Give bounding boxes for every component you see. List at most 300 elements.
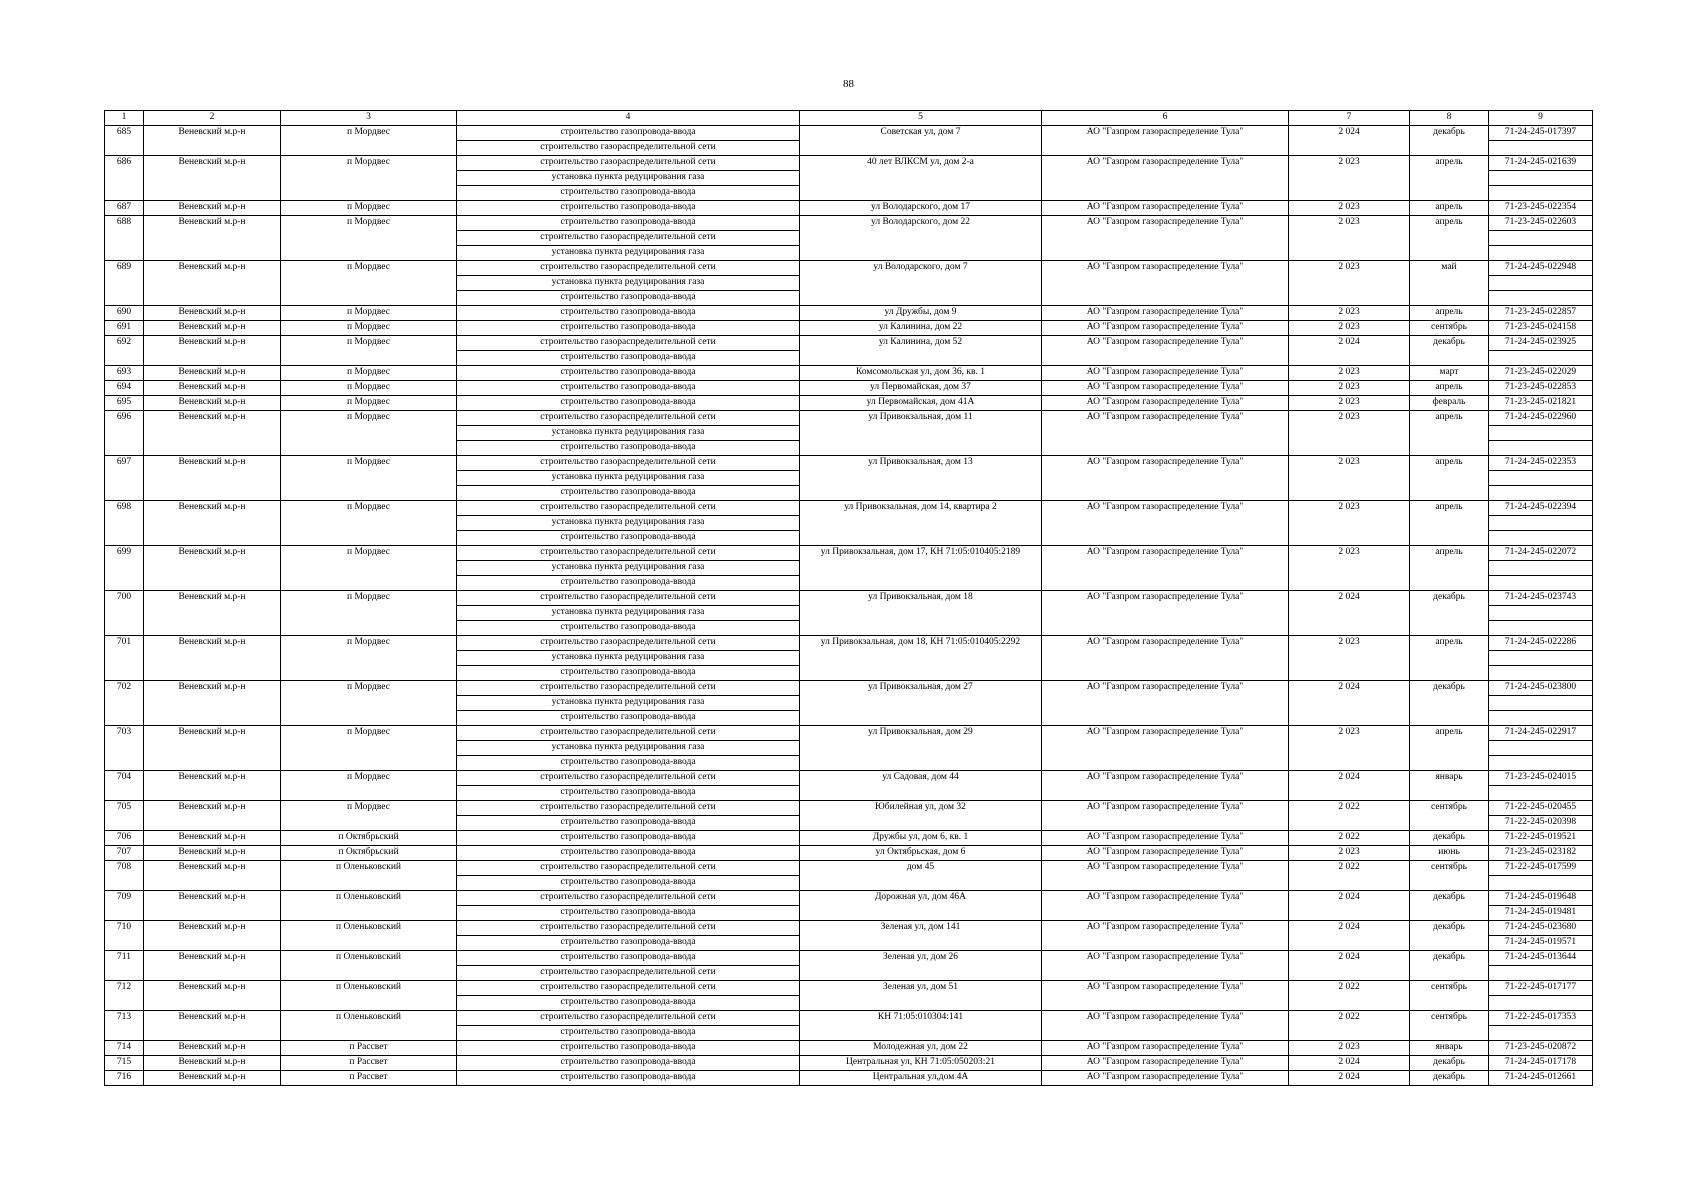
address-cell: ул Привокзальная, дом 11 (800, 411, 1042, 456)
district-cell: Веневский м.р-н (144, 801, 281, 831)
month-cell: сентябрь (1410, 981, 1489, 1011)
work-type-cell: строительство газопровода-ввода (457, 366, 800, 381)
settlement-cell: п Мордвес (281, 126, 457, 156)
address-cell: ул Первомайская, дом 37 (800, 381, 1042, 396)
address-cell: ул Привокзальная, дом 18 (800, 591, 1042, 636)
month-cell: май (1410, 261, 1489, 306)
year-cell: 2 024 (1289, 126, 1410, 156)
application-code-cell: 71-22-245-017353 (1489, 1011, 1593, 1026)
month-cell: апрель (1410, 411, 1489, 456)
row-number: 708 (105, 861, 144, 891)
work-type-cell: строительство газораспределительной сети (457, 771, 800, 786)
address-cell: ул Первомайская, дом 41А (800, 396, 1042, 411)
organization-cell: АО "Газпром газораспределение Тула" (1042, 1011, 1289, 1041)
year-cell: 2 023 (1289, 456, 1410, 501)
work-type-cell: строительство газопровода-ввода (457, 1041, 800, 1056)
application-code-cell (1489, 711, 1593, 726)
address-cell: Центральная ул, КН 71:05:050203:21 (800, 1056, 1042, 1071)
header-col-7: 7 (1289, 111, 1410, 126)
work-type-cell: строительство газопровода-ввода (457, 816, 800, 831)
district-cell: Веневский м.р-н (144, 831, 281, 846)
application-code-cell: 71-23-245-022029 (1489, 366, 1593, 381)
district-cell: Веневский м.р-н (144, 981, 281, 1011)
organization-cell: АО "Газпром газораспределение Тула" (1042, 846, 1289, 861)
year-cell: 2 024 (1289, 1056, 1410, 1071)
year-cell: 2 024 (1289, 591, 1410, 636)
work-type-cell: строительство газопровода-ввода (457, 486, 800, 501)
year-cell: 2 023 (1289, 321, 1410, 336)
district-cell: Веневский м.р-н (144, 591, 281, 636)
organization-cell: АО "Газпром газораспределение Тула" (1042, 261, 1289, 306)
application-code-cell: 71-24-245-021639 (1489, 156, 1593, 171)
year-cell: 2 023 (1289, 216, 1410, 261)
work-type-cell: строительство газопровода-ввода (457, 576, 800, 591)
application-code-cell (1489, 576, 1593, 591)
table-row (105, 1056, 1593, 1071)
organization-cell: АО "Газпром газораспределение Тула" (1042, 1071, 1289, 1086)
row-number: 693 (105, 366, 144, 381)
district-cell: Веневский м.р-н (144, 411, 281, 456)
work-type-cell: строительство газораспределительной сети (457, 1011, 800, 1026)
work-type-cell: строительство газопровода-ввода (457, 321, 800, 336)
row-number: 685 (105, 126, 144, 156)
row-number: 704 (105, 771, 144, 801)
settlement-cell: п Мордвес (281, 216, 457, 261)
year-cell: 2 023 (1289, 366, 1410, 381)
application-code-cell: 71-24-245-022286 (1489, 636, 1593, 651)
organization-cell: АО "Газпром газораспределение Тула" (1042, 546, 1289, 591)
district-cell: Веневский м.р-н (144, 321, 281, 336)
year-cell: 2 024 (1289, 771, 1410, 801)
application-code-cell: 71-24-245-019571 (1489, 936, 1593, 951)
settlement-cell: п Мордвес (281, 261, 457, 306)
address-cell: ул Привокзальная, дом 27 (800, 681, 1042, 726)
address-cell: 40 лет ВЛКСМ ул, дом 2-а (800, 156, 1042, 201)
month-cell: декабрь (1410, 891, 1489, 921)
settlement-cell: п Рассвет (281, 1071, 457, 1086)
application-code-cell (1489, 696, 1593, 711)
organization-cell: АО "Газпром газораспределение Тула" (1042, 321, 1289, 336)
district-cell: Веневский м.р-н (144, 336, 281, 366)
work-type-cell: строительство газораспределительной сети (457, 456, 800, 471)
settlement-cell: п Рассвет (281, 1056, 457, 1071)
month-cell: декабрь (1410, 591, 1489, 636)
address-cell: ул Калинина, дом 22 (800, 321, 1042, 336)
header-col-3: 3 (281, 111, 457, 126)
district-cell: Веневский м.р-н (144, 726, 281, 771)
row-number: 694 (105, 381, 144, 396)
application-code-cell (1489, 291, 1593, 306)
district-cell: Веневский м.р-н (144, 771, 281, 801)
organization-cell: АО "Газпром газораспределение Тула" (1042, 216, 1289, 261)
row-number: 700 (105, 591, 144, 636)
year-cell: 2 023 (1289, 636, 1410, 681)
work-type-cell: строительство газораспределительной сети (457, 801, 800, 816)
application-code-cell: 71-24-245-019481 (1489, 906, 1593, 921)
district-cell: Веневский м.р-н (144, 636, 281, 681)
month-cell: апрель (1410, 216, 1489, 261)
row-number: 688 (105, 216, 144, 261)
work-type-cell: установка пункта редуцирования газа (457, 606, 800, 621)
application-code-cell (1489, 516, 1593, 531)
year-cell: 2 023 (1289, 201, 1410, 216)
year-cell: 2 022 (1289, 981, 1410, 1011)
month-cell: декабрь (1410, 681, 1489, 726)
settlement-cell: п Мордвес (281, 801, 457, 831)
year-cell: 2 023 (1289, 846, 1410, 861)
row-number: 705 (105, 801, 144, 831)
district-cell: Веневский м.р-н (144, 261, 281, 306)
address-cell: ул Привокзальная, дом 17, КН 71:05:010405:2189 (800, 546, 1042, 591)
page-number: 88 (843, 78, 854, 90)
district-cell: Веневский м.р-н (144, 681, 281, 726)
table-row (105, 981, 1593, 996)
row-number: 692 (105, 336, 144, 366)
work-type-cell: строительство газораспределительной сети (457, 726, 800, 741)
month-cell: январь (1410, 1041, 1489, 1056)
application-code-cell: 71-23-245-022354 (1489, 201, 1593, 216)
month-cell: апрель (1410, 636, 1489, 681)
district-cell: Веневский м.р-н (144, 921, 281, 951)
row-number: 696 (105, 411, 144, 456)
work-type-cell: установка пункта редуцирования газа (457, 426, 800, 441)
organization-cell: АО "Газпром газораспределение Тула" (1042, 156, 1289, 201)
settlement-cell: п Октябрьский (281, 831, 457, 846)
application-code-cell: 71-23-245-023182 (1489, 846, 1593, 861)
application-code-cell: 71-24-245-023680 (1489, 921, 1593, 936)
organization-cell: АО "Газпром газораспределение Тула" (1042, 591, 1289, 636)
settlement-cell: п Мордвес (281, 681, 457, 726)
organization-cell: АО "Газпром газораспределение Тула" (1042, 831, 1289, 846)
address-cell: Советская ул, дом 7 (800, 126, 1042, 156)
row-number: 691 (105, 321, 144, 336)
application-code-cell: 71-24-245-017178 (1489, 1056, 1593, 1071)
table-row (105, 846, 1593, 861)
settlement-cell: п Октябрьский (281, 846, 457, 861)
work-type-cell: строительство газораспределительной сети (457, 681, 800, 696)
year-cell: 2 024 (1289, 336, 1410, 366)
work-type-cell: установка пункта редуцирования газа (457, 246, 800, 261)
table-row (105, 411, 1593, 426)
table-row (105, 546, 1593, 561)
table-row (105, 216, 1593, 231)
month-cell: апрель (1410, 726, 1489, 771)
table-row (105, 636, 1593, 651)
work-type-cell: строительство газопровода-ввода (457, 351, 800, 366)
application-code-cell: 71-24-245-023800 (1489, 681, 1593, 696)
district-cell: Веневский м.р-н (144, 846, 281, 861)
work-type-cell: строительство газораспределительной сети (457, 336, 800, 351)
month-cell: март (1410, 366, 1489, 381)
application-code-cell: 71-23-245-022857 (1489, 306, 1593, 321)
application-code-cell (1489, 561, 1593, 576)
header-col-4: 4 (457, 111, 800, 126)
settlement-cell: п Оленьковский (281, 861, 457, 891)
application-code-cell: 71-24-245-019648 (1489, 891, 1593, 906)
address-cell: ул Садовая, дом 44 (800, 771, 1042, 801)
work-type-cell: строительство газопровода-ввода (457, 396, 800, 411)
application-code-cell (1489, 231, 1593, 246)
application-code-cell (1489, 966, 1593, 981)
application-code-cell: 71-24-245-022948 (1489, 261, 1593, 276)
work-type-cell: установка пункта редуцирования газа (457, 651, 800, 666)
row-number: 709 (105, 891, 144, 921)
application-code-cell: 71-24-245-022960 (1489, 411, 1593, 426)
table-row (105, 321, 1593, 336)
organization-cell: АО "Газпром газораспределение Тула" (1042, 921, 1289, 951)
application-code-cell: 71-24-245-022394 (1489, 501, 1593, 516)
table-row (105, 381, 1593, 396)
row-number: 703 (105, 726, 144, 771)
address-cell: Зеленая ул, дом 141 (800, 921, 1042, 951)
district-cell: Веневский м.р-н (144, 1041, 281, 1056)
application-code-cell: 71-24-245-017397 (1489, 126, 1593, 141)
application-code-cell (1489, 426, 1593, 441)
application-code-cell: 71-22-245-017599 (1489, 861, 1593, 876)
settlement-cell: п Мордвес (281, 636, 457, 681)
year-cell: 2 023 (1289, 261, 1410, 306)
settlement-cell: п Мордвес (281, 771, 457, 801)
header-col-2: 2 (144, 111, 281, 126)
application-code-cell (1489, 486, 1593, 501)
application-code-cell: 71-24-245-022353 (1489, 456, 1593, 471)
organization-cell: АО "Газпром газораспределение Тула" (1042, 771, 1289, 801)
application-code-cell: 71-23-245-024015 (1489, 771, 1593, 786)
district-cell: Веневский м.р-н (144, 951, 281, 981)
application-code-cell: 71-24-245-012661 (1489, 1071, 1593, 1086)
application-code-cell (1489, 186, 1593, 201)
register-table-body (105, 111, 1593, 1086)
organization-cell: АО "Газпром газораспределение Тула" (1042, 891, 1289, 921)
table-row (105, 831, 1593, 846)
address-cell: ул Володарского, дом 17 (800, 201, 1042, 216)
work-type-cell: строительство газопровода-ввода (457, 996, 800, 1011)
settlement-cell: п Мордвес (281, 411, 457, 456)
settlement-cell: п Мордвес (281, 366, 457, 381)
work-type-cell: строительство газораспределительной сети (457, 231, 800, 246)
application-code-cell (1489, 171, 1593, 186)
application-code-cell (1489, 141, 1593, 156)
organization-cell: АО "Газпром газораспределение Тула" (1042, 1041, 1289, 1056)
organization-cell: АО "Газпром газораспределение Тула" (1042, 951, 1289, 981)
application-code-cell: 71-24-245-023925 (1489, 336, 1593, 351)
address-cell: Зеленая ул, дом 51 (800, 981, 1042, 1011)
organization-cell: АО "Газпром газораспределение Тула" (1042, 126, 1289, 156)
work-type-cell: строительство газопровода-ввода (457, 621, 800, 636)
table-row (105, 201, 1593, 216)
table-row (105, 261, 1593, 276)
settlement-cell: п Оленьковский (281, 1011, 457, 1041)
month-cell: январь (1410, 771, 1489, 801)
application-code-cell (1489, 666, 1593, 681)
row-number: 697 (105, 456, 144, 501)
row-number: 686 (105, 156, 144, 201)
month-cell: декабрь (1410, 126, 1489, 156)
application-code-cell: 71-23-245-022603 (1489, 216, 1593, 231)
table-row (105, 1011, 1593, 1026)
row-number: 687 (105, 201, 144, 216)
work-type-cell: строительство газораспределительной сети (457, 861, 800, 876)
application-code-cell (1489, 996, 1593, 1011)
year-cell: 2 024 (1289, 951, 1410, 981)
month-cell: декабрь (1410, 1071, 1489, 1086)
row-number: 715 (105, 1056, 144, 1071)
table-row (105, 456, 1593, 471)
table-row (105, 1071, 1593, 1086)
work-type-cell: строительство газораспределительной сети (457, 501, 800, 516)
work-type-cell: строительство газопровода-ввода (457, 186, 800, 201)
work-type-cell: строительство газопровода-ввода (457, 786, 800, 801)
row-number: 695 (105, 396, 144, 411)
settlement-cell: п Мордвес (281, 456, 457, 501)
work-type-cell: строительство газораспределительной сети (457, 141, 800, 156)
work-type-cell: строительство газопровода-ввода (457, 876, 800, 891)
work-type-cell: строительство газопровода-ввода (457, 291, 800, 306)
address-cell: ул Володарского, дом 22 (800, 216, 1042, 261)
header-col-9: 9 (1489, 111, 1593, 126)
settlement-cell: п Мордвес (281, 336, 457, 366)
organization-cell: АО "Газпром газораспределение Тула" (1042, 981, 1289, 1011)
row-number: 712 (105, 981, 144, 1011)
year-cell: 2 024 (1289, 1071, 1410, 1086)
district-cell: Веневский м.р-н (144, 546, 281, 591)
table-row (105, 501, 1593, 516)
work-type-cell: установка пункта редуцирования газа (457, 741, 800, 756)
month-cell: апрель (1410, 306, 1489, 321)
address-cell: КН 71:05:010304:141 (800, 1011, 1042, 1041)
address-cell: Юбилейная ул, дом 32 (800, 801, 1042, 831)
row-number: 701 (105, 636, 144, 681)
year-cell: 2 023 (1289, 726, 1410, 771)
table-row (105, 921, 1593, 936)
district-cell: Веневский м.р-н (144, 156, 281, 201)
district-cell: Веневский м.р-н (144, 1071, 281, 1086)
work-type-cell: установка пункта редуцирования газа (457, 471, 800, 486)
settlement-cell: п Мордвес (281, 321, 457, 336)
row-number: 690 (105, 306, 144, 321)
work-type-cell: строительство газопровода-ввода (457, 1026, 800, 1041)
settlement-cell: п Оленьковский (281, 891, 457, 921)
district-cell: Веневский м.р-н (144, 381, 281, 396)
work-type-cell: установка пункта редуцирования газа (457, 276, 800, 291)
header-col-1: 1 (105, 111, 144, 126)
row-number: 702 (105, 681, 144, 726)
district-cell: Веневский м.р-н (144, 306, 281, 321)
work-type-cell: установка пункта редуцирования газа (457, 696, 800, 711)
application-code-cell (1489, 246, 1593, 261)
settlement-cell: п Оленьковский (281, 951, 457, 981)
header-row (105, 111, 1593, 126)
table-row (105, 366, 1593, 381)
application-code-cell (1489, 756, 1593, 771)
settlement-cell: п Мордвес (281, 501, 457, 546)
row-number: 710 (105, 921, 144, 951)
settlement-cell: п Рассвет (281, 1041, 457, 1056)
organization-cell: АО "Газпром газораспределение Тула" (1042, 366, 1289, 381)
work-type-cell: строительство газопровода-ввода (457, 1071, 800, 1086)
work-type-cell: строительство газопровода-ввода (457, 381, 800, 396)
address-cell: ул Привокзальная, дом 13 (800, 456, 1042, 501)
year-cell: 2 022 (1289, 861, 1410, 891)
district-cell: Веневский м.р-н (144, 456, 281, 501)
table-row (105, 126, 1593, 141)
address-cell: Дорожная ул, дом 46А (800, 891, 1042, 921)
work-type-cell: строительство газопровода-ввода (457, 666, 800, 681)
address-cell: ул Володарского, дом 7 (800, 261, 1042, 306)
work-type-cell: установка пункта редуцирования газа (457, 516, 800, 531)
month-cell: декабрь (1410, 336, 1489, 366)
work-type-cell: строительство газораспределительной сети (457, 411, 800, 426)
settlement-cell: п Мордвес (281, 381, 457, 396)
work-type-cell: строительство газопровода-ввода (457, 951, 800, 966)
address-cell: Молодежная ул, дом 22 (800, 1041, 1042, 1056)
application-code-cell: 71-22-245-020455 (1489, 801, 1593, 816)
work-type-cell: строительство газораспределительной сети (457, 921, 800, 936)
application-code-cell: 71-24-245-022917 (1489, 726, 1593, 741)
year-cell: 2 023 (1289, 501, 1410, 546)
work-type-cell: строительство газопровода-ввода (457, 216, 800, 231)
settlement-cell: п Мордвес (281, 726, 457, 771)
work-type-cell: строительство газораспределительной сети (457, 546, 800, 561)
application-code-cell: 71-23-245-022853 (1489, 381, 1593, 396)
organization-cell: АО "Газпром газораспределение Тула" (1042, 411, 1289, 456)
row-number: 707 (105, 846, 144, 861)
table-row (105, 681, 1593, 696)
table-row (105, 336, 1593, 351)
table-row (105, 1041, 1593, 1056)
work-type-cell: строительство газопровода-ввода (457, 831, 800, 846)
work-type-cell: строительство газопровода-ввода (457, 711, 800, 726)
district-cell: Веневский м.р-н (144, 126, 281, 156)
district-cell: Веневский м.р-н (144, 891, 281, 921)
district-cell: Веневский м.р-н (144, 501, 281, 546)
application-code-cell: 71-23-245-021821 (1489, 396, 1593, 411)
header-col-5: 5 (800, 111, 1042, 126)
work-type-cell: строительство газораспределительной сети (457, 591, 800, 606)
work-type-cell: строительство газопровода-ввода (457, 906, 800, 921)
year-cell: 2 024 (1289, 921, 1410, 951)
address-cell: ул Привокзальная, дом 29 (800, 726, 1042, 771)
work-type-cell: строительство газопровода-ввода (457, 441, 800, 456)
month-cell: сентябрь (1410, 321, 1489, 336)
work-type-cell: строительство газопровода-ввода (457, 531, 800, 546)
application-code-cell (1489, 351, 1593, 366)
year-cell: 2 023 (1289, 381, 1410, 396)
organization-cell: АО "Газпром газораспределение Тула" (1042, 336, 1289, 366)
application-code-cell (1489, 606, 1593, 621)
month-cell: февраль (1410, 396, 1489, 411)
work-type-cell: строительство газораспределительной сети (457, 156, 800, 171)
work-type-cell: строительство газопровода-ввода (457, 1056, 800, 1071)
work-type-cell: строительство газораспределительной сети (457, 636, 800, 651)
settlement-cell: п Мордвес (281, 156, 457, 201)
month-cell: апрель (1410, 201, 1489, 216)
table-row (105, 891, 1593, 906)
organization-cell: АО "Газпром газораспределение Тула" (1042, 201, 1289, 216)
month-cell: сентябрь (1410, 861, 1489, 891)
application-code-cell (1489, 471, 1593, 486)
application-code-cell (1489, 531, 1593, 546)
district-cell: Веневский м.р-н (144, 861, 281, 891)
work-type-cell: строительство газопровода-ввода (457, 306, 800, 321)
table-row (105, 396, 1593, 411)
row-number: 711 (105, 951, 144, 981)
district-cell: Веневский м.р-н (144, 396, 281, 411)
year-cell: 2 023 (1289, 546, 1410, 591)
header-col-8: 8 (1410, 111, 1489, 126)
month-cell: сентябрь (1410, 801, 1489, 831)
organization-cell: АО "Газпром газораспределение Тула" (1042, 501, 1289, 546)
